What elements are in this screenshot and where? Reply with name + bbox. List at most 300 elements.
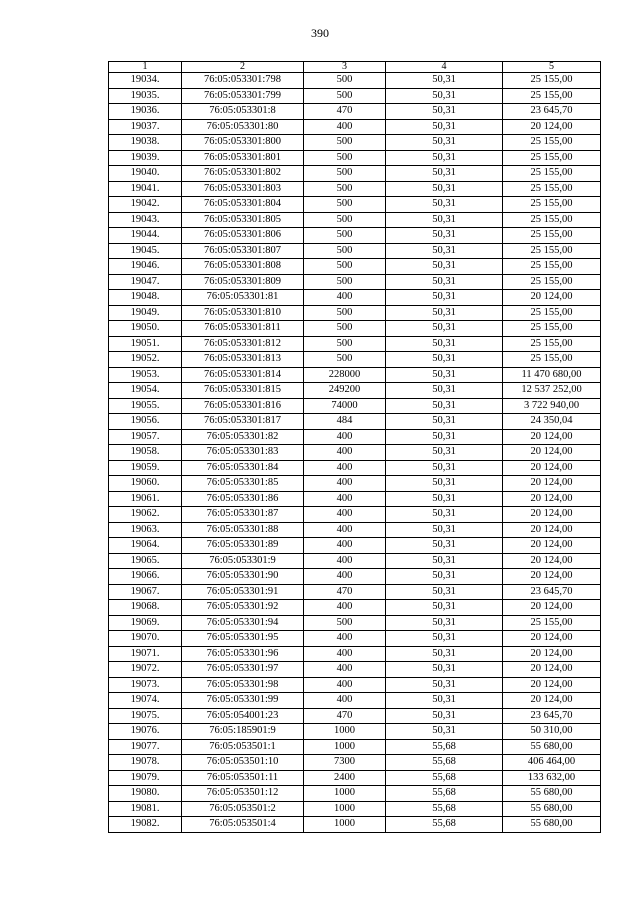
row-number-cell: 19079. — [109, 770, 182, 786]
area-cell: 2400 — [304, 770, 386, 786]
row-number-cell: 19061. — [109, 491, 182, 507]
cadastral-number-cell: 76:05:053301:8 — [182, 104, 304, 120]
cadastral-number-cell: 76:05:053301:88 — [182, 522, 304, 538]
area-cell: 228000 — [304, 367, 386, 383]
column-header: 5 — [503, 62, 601, 73]
cadastral-number-cell: 76:05:053301:806 — [182, 228, 304, 244]
rate-cell: 50,31 — [386, 693, 503, 709]
value-cell: 25 155,00 — [503, 352, 601, 368]
row-number-cell: 19049. — [109, 305, 182, 321]
row-number-cell: 19059. — [109, 460, 182, 476]
value-cell: 20 124,00 — [503, 445, 601, 461]
table-row — [109, 755, 601, 771]
area-cell: 500 — [304, 615, 386, 631]
table-row — [109, 476, 601, 492]
value-cell: 20 124,00 — [503, 646, 601, 662]
rate-cell: 50,31 — [386, 662, 503, 678]
cadastral-number-cell: 76:05:053301:802 — [182, 166, 304, 182]
row-number-cell: 19040. — [109, 166, 182, 182]
rate-cell: 50,31 — [386, 584, 503, 600]
cadastral-number-cell: 76:05:053301:803 — [182, 181, 304, 197]
row-number-cell: 19080. — [109, 786, 182, 802]
value-cell: 20 124,00 — [503, 631, 601, 647]
rate-cell: 50,31 — [386, 321, 503, 337]
table-row — [109, 336, 601, 352]
row-number-cell: 19067. — [109, 584, 182, 600]
value-cell: 50 310,00 — [503, 724, 601, 740]
table-row — [109, 259, 601, 275]
rate-cell: 50,31 — [386, 522, 503, 538]
area-cell: 484 — [304, 414, 386, 430]
cadastral-number-cell: 76:05:053501:1 — [182, 739, 304, 755]
area-cell: 400 — [304, 662, 386, 678]
row-number-cell: 19051. — [109, 336, 182, 352]
rate-cell: 50,31 — [386, 398, 503, 414]
rate-cell: 50,31 — [386, 150, 503, 166]
cadastral-number-cell: 76:05:053301:94 — [182, 615, 304, 631]
table-row — [109, 600, 601, 616]
rate-cell: 50,31 — [386, 383, 503, 399]
rate-cell: 55,68 — [386, 739, 503, 755]
rate-cell: 50,31 — [386, 119, 503, 135]
area-cell: 1000 — [304, 786, 386, 802]
area-cell: 500 — [304, 88, 386, 104]
row-number-cell: 19058. — [109, 445, 182, 461]
value-cell: 23 645,70 — [503, 104, 601, 120]
value-cell: 20 124,00 — [503, 522, 601, 538]
area-cell: 1000 — [304, 817, 386, 833]
cadastral-number-cell: 76:05:053501:10 — [182, 755, 304, 771]
area-cell: 400 — [304, 476, 386, 492]
rate-cell: 50,31 — [386, 274, 503, 290]
value-cell: 25 155,00 — [503, 259, 601, 275]
table-row — [109, 383, 601, 399]
cadastral-number-cell: 76:05:053301:95 — [182, 631, 304, 647]
value-cell: 20 124,00 — [503, 119, 601, 135]
row-number-cell: 19034. — [109, 73, 182, 89]
cadastral-number-cell: 76:05:053301:97 — [182, 662, 304, 678]
area-cell: 500 — [304, 212, 386, 228]
row-number-cell: 19065. — [109, 553, 182, 569]
rate-cell: 55,68 — [386, 786, 503, 802]
cadastral-number-cell: 76:05:053301:85 — [182, 476, 304, 492]
area-cell: 400 — [304, 569, 386, 585]
area-cell: 470 — [304, 104, 386, 120]
rate-cell: 50,31 — [386, 569, 503, 585]
rate-cell: 50,31 — [386, 507, 503, 523]
rate-cell: 50,31 — [386, 445, 503, 461]
table-row — [109, 212, 601, 228]
table-row — [109, 135, 601, 151]
area-cell: 500 — [304, 197, 386, 213]
area-cell: 400 — [304, 693, 386, 709]
area-cell: 249200 — [304, 383, 386, 399]
row-number-cell: 19047. — [109, 274, 182, 290]
cadastral-number-cell: 76:05:053301:80 — [182, 119, 304, 135]
value-cell: 55 680,00 — [503, 817, 601, 833]
row-number-cell: 19082. — [109, 817, 182, 833]
row-number-cell: 19076. — [109, 724, 182, 740]
value-cell: 25 155,00 — [503, 135, 601, 151]
rate-cell: 50,31 — [386, 88, 503, 104]
table-row — [109, 491, 601, 507]
rate-cell: 50,31 — [386, 73, 503, 89]
area-cell: 7300 — [304, 755, 386, 771]
cadastral-number-cell: 76:05:053301:9 — [182, 553, 304, 569]
table-row — [109, 321, 601, 337]
rate-cell: 50,31 — [386, 429, 503, 445]
value-cell: 20 124,00 — [503, 538, 601, 554]
cadastral-number-cell: 76:05:054001:23 — [182, 708, 304, 724]
cadastral-number-cell: 76:05:053301:91 — [182, 584, 304, 600]
table-row — [109, 243, 601, 259]
area-cell: 500 — [304, 305, 386, 321]
rate-cell: 50,31 — [386, 135, 503, 151]
row-number-cell: 19042. — [109, 197, 182, 213]
area-cell: 500 — [304, 166, 386, 182]
cadastral-number-cell: 76:05:053301:90 — [182, 569, 304, 585]
area-cell: 400 — [304, 600, 386, 616]
value-cell: 25 155,00 — [503, 243, 601, 259]
cadastral-number-cell: 76:05:053301:86 — [182, 491, 304, 507]
cadastral-number-cell: 76:05:053501:11 — [182, 770, 304, 786]
value-cell: 20 124,00 — [503, 460, 601, 476]
cadastral-number-cell: 76:05:053301:89 — [182, 538, 304, 554]
row-number-cell: 19062. — [109, 507, 182, 523]
area-cell: 500 — [304, 135, 386, 151]
row-number-cell: 19077. — [109, 739, 182, 755]
rate-cell: 50,31 — [386, 166, 503, 182]
row-number-cell: 19054. — [109, 383, 182, 399]
value-cell: 23 645,70 — [503, 708, 601, 724]
area-cell: 1000 — [304, 724, 386, 740]
table-row — [109, 398, 601, 414]
cadastral-number-cell: 76:05:053301:816 — [182, 398, 304, 414]
cadastral-table — [108, 61, 601, 833]
area-cell: 400 — [304, 677, 386, 693]
rate-cell: 55,68 — [386, 801, 503, 817]
table-row — [109, 677, 601, 693]
value-cell: 20 124,00 — [503, 600, 601, 616]
value-cell: 25 155,00 — [503, 150, 601, 166]
row-number-cell: 19048. — [109, 290, 182, 306]
rate-cell: 55,68 — [386, 770, 503, 786]
value-cell: 25 155,00 — [503, 615, 601, 631]
value-cell: 20 124,00 — [503, 693, 601, 709]
table-row — [109, 445, 601, 461]
area-cell: 500 — [304, 243, 386, 259]
table-row — [109, 150, 601, 166]
table-row — [109, 584, 601, 600]
table-row — [109, 119, 601, 135]
area-cell: 400 — [304, 429, 386, 445]
value-cell: 11 470 680,00 — [503, 367, 601, 383]
table-row — [109, 724, 601, 740]
area-cell: 500 — [304, 321, 386, 337]
rate-cell: 50,31 — [386, 228, 503, 244]
row-number-cell: 19075. — [109, 708, 182, 724]
value-cell: 25 155,00 — [503, 321, 601, 337]
rate-cell: 50,31 — [386, 367, 503, 383]
area-cell: 400 — [304, 460, 386, 476]
row-number-cell: 19052. — [109, 352, 182, 368]
cadastral-number-cell: 76:05:053301:815 — [182, 383, 304, 399]
table-row — [109, 305, 601, 321]
area-cell: 500 — [304, 181, 386, 197]
cadastral-number-cell: 76:05:053301:813 — [182, 352, 304, 368]
rate-cell: 50,31 — [386, 352, 503, 368]
table-row — [109, 460, 601, 476]
cadastral-number-cell: 76:05:053301:799 — [182, 88, 304, 104]
cadastral-number-cell: 76:05:053501:2 — [182, 801, 304, 817]
row-number-cell: 19072. — [109, 662, 182, 678]
page-number: 390 — [311, 26, 329, 40]
rate-cell: 50,31 — [386, 677, 503, 693]
value-cell: 25 155,00 — [503, 88, 601, 104]
row-number-cell: 19045. — [109, 243, 182, 259]
cadastral-number-cell: 76:05:053501:4 — [182, 817, 304, 833]
row-number-cell: 19069. — [109, 615, 182, 631]
column-header: 4 — [386, 62, 503, 73]
area-cell: 500 — [304, 228, 386, 244]
area-cell: 470 — [304, 708, 386, 724]
table-row — [109, 739, 601, 755]
row-number-cell: 19060. — [109, 476, 182, 492]
cadastral-number-cell: 76:05:053301:84 — [182, 460, 304, 476]
table-row — [109, 507, 601, 523]
cadastral-number-cell: 76:05:053301:812 — [182, 336, 304, 352]
row-number-cell: 19046. — [109, 259, 182, 275]
rate-cell: 50,31 — [386, 181, 503, 197]
row-number-cell: 19039. — [109, 150, 182, 166]
table-body — [109, 73, 601, 833]
column-header: 1 — [109, 62, 182, 73]
cadastral-number-cell: 76:05:053301:805 — [182, 212, 304, 228]
value-cell: 25 155,00 — [503, 274, 601, 290]
value-cell: 25 155,00 — [503, 228, 601, 244]
table-row — [109, 352, 601, 368]
table-row — [109, 274, 601, 290]
rate-cell: 50,31 — [386, 336, 503, 352]
row-number-cell: 19057. — [109, 429, 182, 445]
value-cell: 20 124,00 — [503, 476, 601, 492]
rate-cell: 50,31 — [386, 259, 503, 275]
area-cell: 500 — [304, 73, 386, 89]
row-number-cell: 19041. — [109, 181, 182, 197]
rate-cell: 50,31 — [386, 305, 503, 321]
rate-cell: 50,31 — [386, 414, 503, 430]
cadastral-number-cell: 76:05:053301:96 — [182, 646, 304, 662]
column-header: 2 — [182, 62, 304, 73]
rate-cell: 55,68 — [386, 817, 503, 833]
table-row — [109, 708, 601, 724]
value-cell: 12 537 252,00 — [503, 383, 601, 399]
area-cell: 500 — [304, 259, 386, 275]
value-cell: 55 680,00 — [503, 786, 601, 802]
table-row — [109, 646, 601, 662]
value-cell: 25 155,00 — [503, 73, 601, 89]
area-cell: 74000 — [304, 398, 386, 414]
table-row — [109, 522, 601, 538]
value-cell: 20 124,00 — [503, 491, 601, 507]
table-row — [109, 770, 601, 786]
area-cell: 1000 — [304, 801, 386, 817]
rate-cell: 50,31 — [386, 197, 503, 213]
table-row — [109, 429, 601, 445]
cadastral-number-cell: 76:05:053301:809 — [182, 274, 304, 290]
table-row — [109, 367, 601, 383]
table-row — [109, 181, 601, 197]
value-cell: 20 124,00 — [503, 290, 601, 306]
table-row — [109, 786, 601, 802]
table-row — [109, 414, 601, 430]
value-cell: 3 722 940,00 — [503, 398, 601, 414]
area-cell: 400 — [304, 522, 386, 538]
row-number-cell: 19056. — [109, 414, 182, 430]
area-cell: 500 — [304, 274, 386, 290]
cadastral-number-cell: 76:05:053501:12 — [182, 786, 304, 802]
value-cell: 25 155,00 — [503, 197, 601, 213]
table-row — [109, 631, 601, 647]
rate-cell: 50,31 — [386, 460, 503, 476]
row-number-cell: 19036. — [109, 104, 182, 120]
table-row — [109, 615, 601, 631]
area-cell: 400 — [304, 631, 386, 647]
value-cell: 55 680,00 — [503, 739, 601, 755]
area-cell: 470 — [304, 584, 386, 600]
table-row — [109, 73, 601, 89]
rate-cell: 50,31 — [386, 290, 503, 306]
rate-cell: 50,31 — [386, 631, 503, 647]
cadastral-number-cell: 76:05:053301:807 — [182, 243, 304, 259]
cadastral-number-cell: 76:05:053301:98 — [182, 677, 304, 693]
rate-cell: 50,31 — [386, 553, 503, 569]
value-cell: 24 350,04 — [503, 414, 601, 430]
row-number-cell: 19037. — [109, 119, 182, 135]
cadastral-number-cell: 76:05:053301:800 — [182, 135, 304, 151]
table-row — [109, 538, 601, 554]
row-number-cell: 19066. — [109, 569, 182, 585]
area-cell: 400 — [304, 290, 386, 306]
value-cell: 20 124,00 — [503, 553, 601, 569]
row-number-cell: 19081. — [109, 801, 182, 817]
rate-cell: 50,31 — [386, 538, 503, 554]
value-cell: 20 124,00 — [503, 429, 601, 445]
value-cell: 25 155,00 — [503, 166, 601, 182]
value-cell: 25 155,00 — [503, 181, 601, 197]
cadastral-number-cell: 76:05:053301:817 — [182, 414, 304, 430]
row-number-cell: 19043. — [109, 212, 182, 228]
table-row — [109, 104, 601, 120]
row-number-cell: 19064. — [109, 538, 182, 554]
area-cell: 500 — [304, 352, 386, 368]
cadastral-number-cell: 76:05:053301:798 — [182, 73, 304, 89]
table-row — [109, 817, 601, 833]
cadastral-number-cell: 76:05:053301:92 — [182, 600, 304, 616]
row-number-cell: 19035. — [109, 88, 182, 104]
table-row — [109, 88, 601, 104]
rate-cell: 55,68 — [386, 755, 503, 771]
row-number-cell: 19074. — [109, 693, 182, 709]
area-cell: 400 — [304, 445, 386, 461]
value-cell: 23 645,70 — [503, 584, 601, 600]
area-cell: 400 — [304, 538, 386, 554]
area-cell: 400 — [304, 646, 386, 662]
row-number-cell: 19071. — [109, 646, 182, 662]
cadastral-number-cell: 76:05:053301:811 — [182, 321, 304, 337]
area-cell: 400 — [304, 119, 386, 135]
cadastral-number-cell: 76:05:053301:801 — [182, 150, 304, 166]
value-cell: 20 124,00 — [503, 507, 601, 523]
row-number-cell: 19068. — [109, 600, 182, 616]
row-number-cell: 19038. — [109, 135, 182, 151]
cadastral-number-cell: 76:05:053301:87 — [182, 507, 304, 523]
table-row — [109, 801, 601, 817]
cadastral-number-cell: 76:05:053301:83 — [182, 445, 304, 461]
row-number-cell: 19063. — [109, 522, 182, 538]
rate-cell: 50,31 — [386, 724, 503, 740]
value-cell: 25 155,00 — [503, 305, 601, 321]
rate-cell: 50,31 — [386, 104, 503, 120]
rate-cell: 50,31 — [386, 646, 503, 662]
rate-cell: 50,31 — [386, 212, 503, 228]
row-number-cell: 19055. — [109, 398, 182, 414]
value-cell: 133 632,00 — [503, 770, 601, 786]
area-cell: 500 — [304, 336, 386, 352]
cadastral-number-cell: 76:05:053301:99 — [182, 693, 304, 709]
rate-cell: 50,31 — [386, 615, 503, 631]
rate-cell: 50,31 — [386, 243, 503, 259]
row-number-cell: 19050. — [109, 321, 182, 337]
value-cell: 25 155,00 — [503, 212, 601, 228]
cadastral-number-cell: 76:05:185901:9 — [182, 724, 304, 740]
table-row — [109, 662, 601, 678]
table-row — [109, 228, 601, 244]
table-row — [109, 553, 601, 569]
row-number-cell: 19070. — [109, 631, 182, 647]
area-cell: 500 — [304, 150, 386, 166]
cadastral-number-cell: 76:05:053301:814 — [182, 367, 304, 383]
row-number-cell: 19053. — [109, 367, 182, 383]
area-cell: 400 — [304, 491, 386, 507]
row-number-cell: 19078. — [109, 755, 182, 771]
table-row — [109, 569, 601, 585]
value-cell: 25 155,00 — [503, 336, 601, 352]
rate-cell: 50,31 — [386, 491, 503, 507]
row-number-cell: 19073. — [109, 677, 182, 693]
value-cell: 55 680,00 — [503, 801, 601, 817]
cadastral-number-cell: 76:05:053301:808 — [182, 259, 304, 275]
rate-cell: 50,31 — [386, 708, 503, 724]
column-header: 3 — [304, 62, 386, 73]
value-cell: 20 124,00 — [503, 662, 601, 678]
row-number-cell: 19044. — [109, 228, 182, 244]
cadastral-number-cell: 76:05:053301:804 — [182, 197, 304, 213]
area-cell: 400 — [304, 507, 386, 523]
cadastral-number-cell: 76:05:053301:810 — [182, 305, 304, 321]
area-cell: 1000 — [304, 739, 386, 755]
value-cell: 20 124,00 — [503, 677, 601, 693]
value-cell: 406 464,00 — [503, 755, 601, 771]
value-cell: 20 124,00 — [503, 569, 601, 585]
rate-cell: 50,31 — [386, 476, 503, 492]
cadastral-number-cell: 76:05:053301:82 — [182, 429, 304, 445]
table-header-row — [109, 62, 601, 73]
rate-cell: 50,31 — [386, 600, 503, 616]
table-row — [109, 197, 601, 213]
table-row — [109, 290, 601, 306]
table-row — [109, 166, 601, 182]
